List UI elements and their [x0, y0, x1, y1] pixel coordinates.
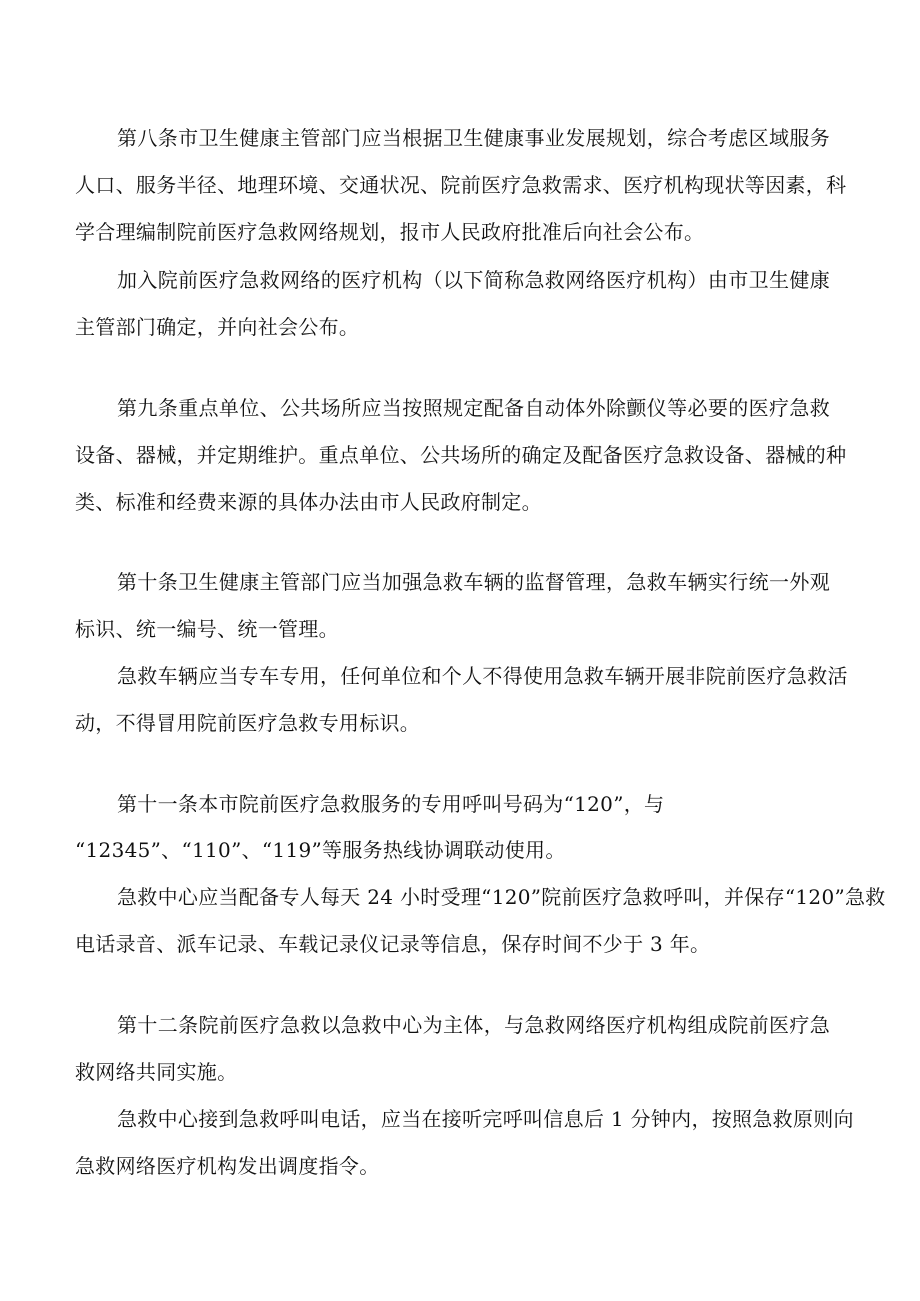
article-9-paragraph-1-line-3: 类、标准和经费来源的具体办法由市人民政府制定。: [75, 490, 542, 514]
article-11-paragraph-1-line-1: 第十一条本市院前医疗急救服务的专用呼叫号码为“120”，与: [117, 792, 665, 816]
article-12-paragraph-2-line-2: 急救网络医疗机构发出调度指令。: [75, 1154, 380, 1178]
article-10-paragraph-2-line-1: 急救车辆应当专车专用，任何单位和个人不得使用急救车辆开展非院前医疗急救活: [117, 664, 848, 688]
article-11-paragraph-1-line-2: “12345”、“110”、“119”等服务热线协调联动使用。: [75, 838, 566, 862]
article-12-paragraph-2-line-1: 急救中心接到急救呼叫电话，应当在接听完呼叫信息后 1 分钟内，按照急救原则向: [117, 1107, 854, 1131]
article-8-paragraph-2-line-1: 加入院前医疗急救网络的医疗机构（以下简称急救网络医疗机构）由市卫生健康: [117, 268, 830, 292]
article-10-paragraph-1-line-2: 标识、统一编号、统一管理。: [75, 617, 339, 641]
article-11-paragraph-2-line-2: 电话录音、派车记录、车载记录仪记录等信息，保存时间不少于 3 年。: [75, 932, 711, 956]
article-8-paragraph-1-line-1: 第八条市卫生健康主管部门应当根据卫生健康事业发展规划，综合考虑区域服务: [117, 126, 830, 150]
article-11-paragraph-2-line-1: 急救中心应当配备专人每天 24 小时受理“120”院前医疗急救呼叫，并保存“120”急救: [117, 885, 886, 909]
article-10-paragraph-1-line-1: 第十条卫生健康主管部门应当加强急救车辆的监督管理，急救车辆实行统一外观: [117, 570, 830, 594]
article-8-paragraph-1-line-3: 学合理编制院前医疗急救网络规划，报市人民政府批准后向社会公布。: [75, 220, 705, 244]
article-8-paragraph-1-line-2: 人口、服务半径、地理环境、交通状况、院前医疗急救需求、医疗机构现状等因素，科: [75, 173, 847, 197]
article-12-paragraph-1-line-2: 救网络共同实施。: [75, 1060, 238, 1084]
article-12-paragraph-1-line-1: 第十二条院前医疗急救以急救中心为主体，与急救网络医疗机构组成院前医疗急: [117, 1013, 830, 1037]
article-9-paragraph-1-line-1: 第九条重点单位、公共场所应当按照规定配备自动体外除颤仪等必要的医疗急救: [117, 396, 830, 420]
article-8-paragraph-2-line-2: 主管部门确定，并向社会公布。: [75, 315, 360, 339]
article-10-paragraph-2-line-2: 动，不得冒用院前医疗急救专用标识。: [75, 711, 421, 735]
article-9-paragraph-1-line-2: 设备、器械，并定期维护。重点单位、公共场所的确定及配备医疗急救设备、器械的种: [75, 443, 847, 467]
